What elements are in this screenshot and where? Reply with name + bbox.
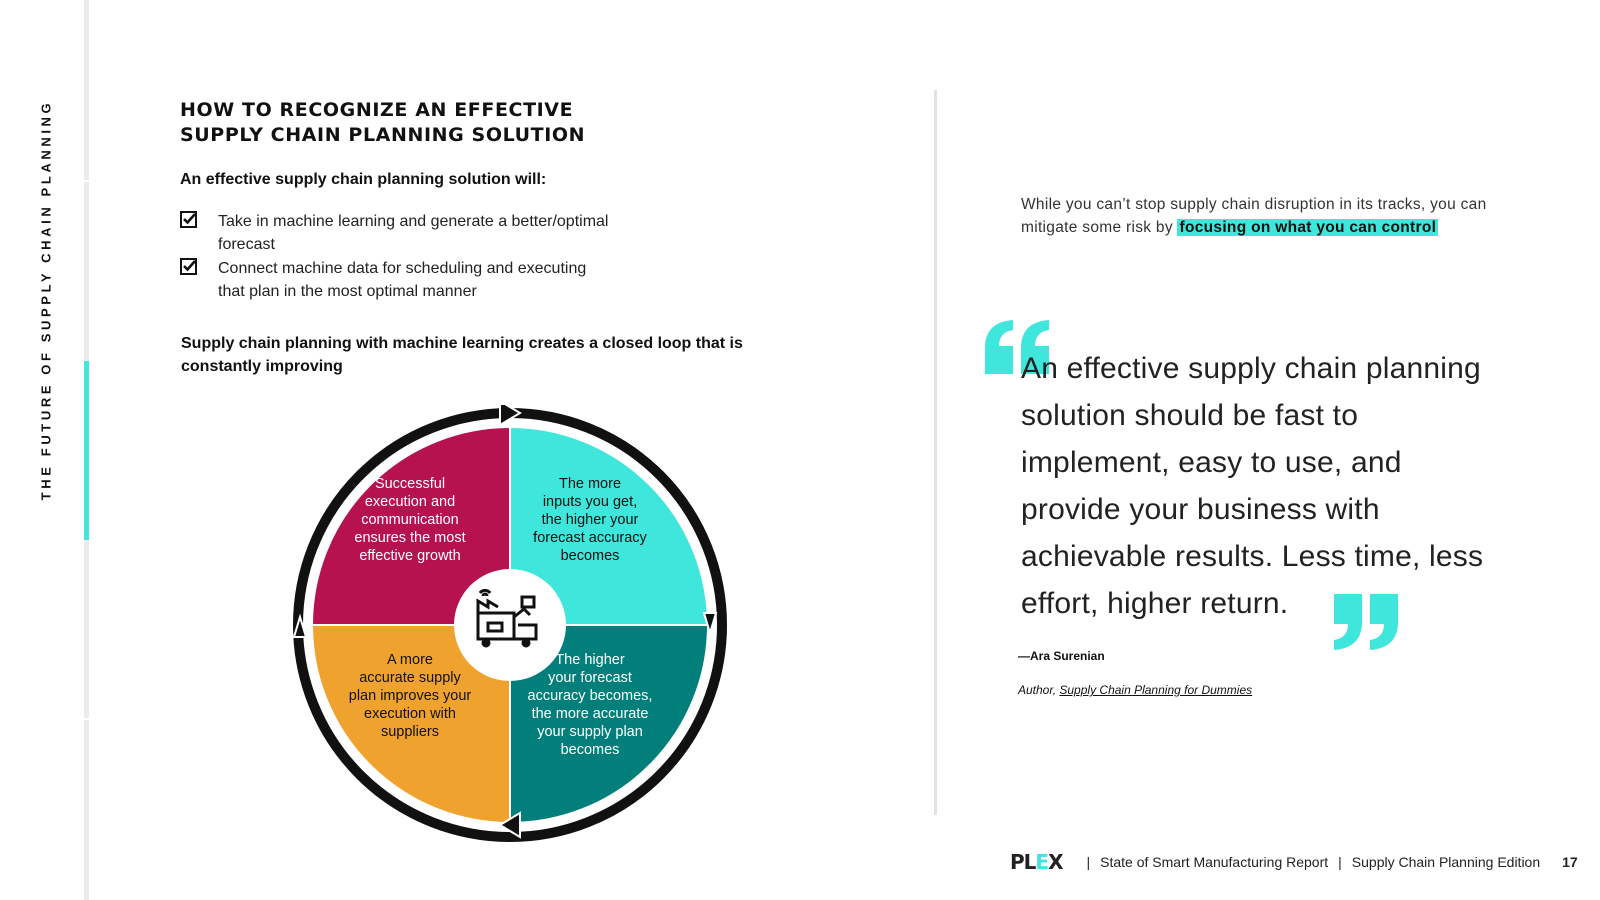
checklist-text — [218, 210, 648, 256]
lead-paragraph — [1021, 193, 1521, 239]
checklist-text-line: Take in machine learning and generate a better/optimal forecast — [218, 213, 609, 253]
lead-text: While you can’t stop supply chain disruption in its tracks, you can mitigate some risk by — [1021, 196, 1487, 236]
rail-divider — [84, 180, 89, 182]
loop-caption-line: Supply chain planning with machine learning creates a closed loop that is — [181, 335, 743, 352]
loop-arrow-icon — [500, 405, 520, 425]
quote-author: —Ara Surenian — [1018, 649, 1105, 663]
checked-box-icon — [180, 258, 197, 275]
segment-text-line: ensures the most — [354, 530, 466, 546]
loop-caption-line: constantly improving — [181, 358, 343, 375]
segment-text-line: Successful — [374, 476, 446, 492]
segment-text-line: your forecast — [548, 670, 632, 686]
checklist-item — [180, 210, 648, 256]
loop-caption — [181, 332, 801, 378]
side-rail-accent — [84, 361, 89, 540]
page-title-line: HOW TO RECOGNIZE AN EFFECTIVE — [180, 99, 574, 121]
checklist-text-line: that plan in the most optimal manner — [218, 283, 477, 300]
segment-text-line: the higher your — [541, 512, 639, 528]
plex-logo: PLEX — [1010, 850, 1063, 874]
segment-text-line: becomes — [560, 742, 620, 758]
segment-text-execution — [335, 475, 485, 565]
segment-text-inputs — [515, 475, 665, 565]
book-link[interactable]: Supply Chain Planning for Dummies — [1059, 683, 1253, 697]
footer-report-title: State of Smart Manufacturing Report — [1100, 854, 1329, 870]
closed-loop-graphic — [290, 405, 730, 845]
segment-text-line: inputs you get, — [542, 494, 638, 510]
pull-quote: An effective supply chain planning solution should be fast to implement, easy to use, and provide your business with achievable results. Less time, less effort, higher return. — [1021, 352, 1484, 620]
segment-text-forecast — [515, 651, 665, 759]
footer-edition: Supply Chain Planning Edition — [1351, 854, 1541, 870]
segment-text-line: communication — [361, 512, 459, 528]
footer-separator: | — [1338, 854, 1342, 870]
checklist-text — [218, 257, 648, 303]
intro-text: An effective supply chain planning solution will: — [180, 171, 547, 188]
segment-text-line: suppliers — [380, 724, 440, 740]
page-number: 17 — [1562, 854, 1578, 870]
rail-divider — [84, 718, 89, 720]
lead-highlight: focusing on what you can control — [1179, 219, 1437, 236]
page-title — [180, 98, 740, 148]
segment-text-supply-plan — [335, 651, 485, 741]
quote-author-role — [1018, 683, 1252, 697]
checklist-text-line: Connect machine data for scheduling and executing — [218, 260, 587, 277]
segment-text-line: accurate supply — [359, 670, 461, 686]
segment-text-line: accuracy becomes, — [527, 688, 653, 704]
segment-text-line: becomes — [560, 548, 620, 564]
segment-text-line: execution and — [364, 494, 456, 510]
segment-text-line: The higher — [555, 652, 625, 668]
checklist-item — [180, 257, 648, 303]
segment-text-line: the more accurate — [531, 706, 649, 722]
segment-text-line: forecast accuracy — [533, 530, 647, 546]
page-footer — [1010, 850, 1578, 874]
column-divider — [934, 90, 937, 815]
segment-text-line: plan improves your — [348, 688, 472, 704]
segment-text-line: The more — [558, 476, 622, 492]
segment-text-line: A more — [387, 652, 433, 668]
checked-box-icon — [180, 211, 197, 228]
closed-loop-diagram — [290, 405, 730, 845]
footer-separator: | — [1086, 854, 1091, 870]
segment-text-line: your supply plan — [537, 724, 643, 740]
author-role-prefix: Author, — [1018, 683, 1060, 697]
segment-text-line: execution with — [364, 706, 456, 722]
close-quote-icon — [1332, 592, 1402, 652]
segment-text-line: effective growth — [359, 548, 461, 564]
page-title-line: SUPPLY CHAIN PLANNING SOLUTION — [180, 124, 586, 146]
section-side-label: THE FUTURE OF SUPPLY CHAIN PLANNING — [38, 99, 54, 501]
